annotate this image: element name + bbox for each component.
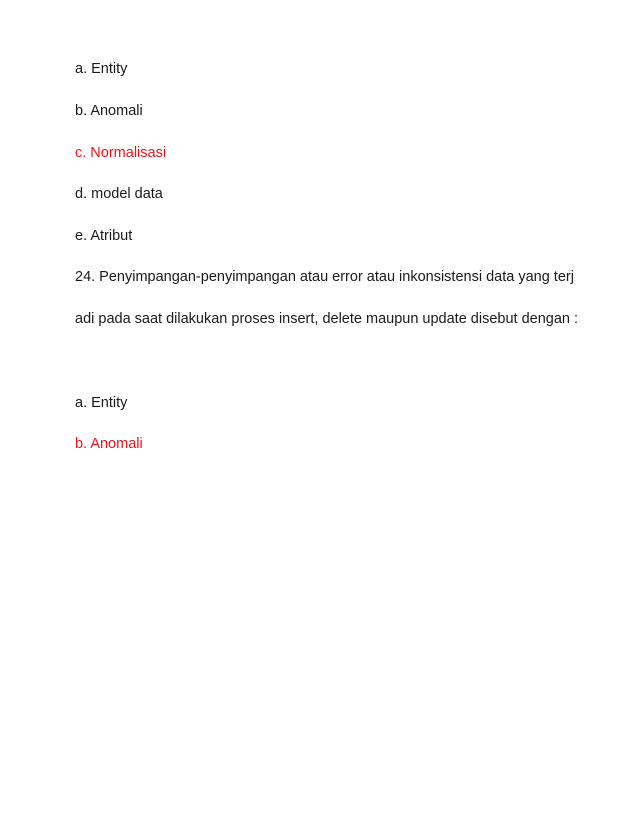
option-a-entity: a. Entity <box>75 61 128 77</box>
option-e-atribut: e. Atribut <box>75 228 133 244</box>
option-d-model-data: d. model data <box>75 186 163 202</box>
option-b-anomali: b. Anomali <box>75 103 143 119</box>
q24-option-a-entity: a. Entity <box>75 395 128 411</box>
q24-option-b-anomali-answer: b. Anomali <box>75 436 143 452</box>
option-c-normalisasi-answer: c. Normalisasi <box>75 145 167 161</box>
question-24-line-2: adi pada saat dilakukan proses insert, delete maupun update disebut dengan : <box>75 311 579 327</box>
question-24-line-1: 24. Penyimpangan-penyimpangan atau error atau inkonsistensi data yang terj <box>75 269 574 285</box>
